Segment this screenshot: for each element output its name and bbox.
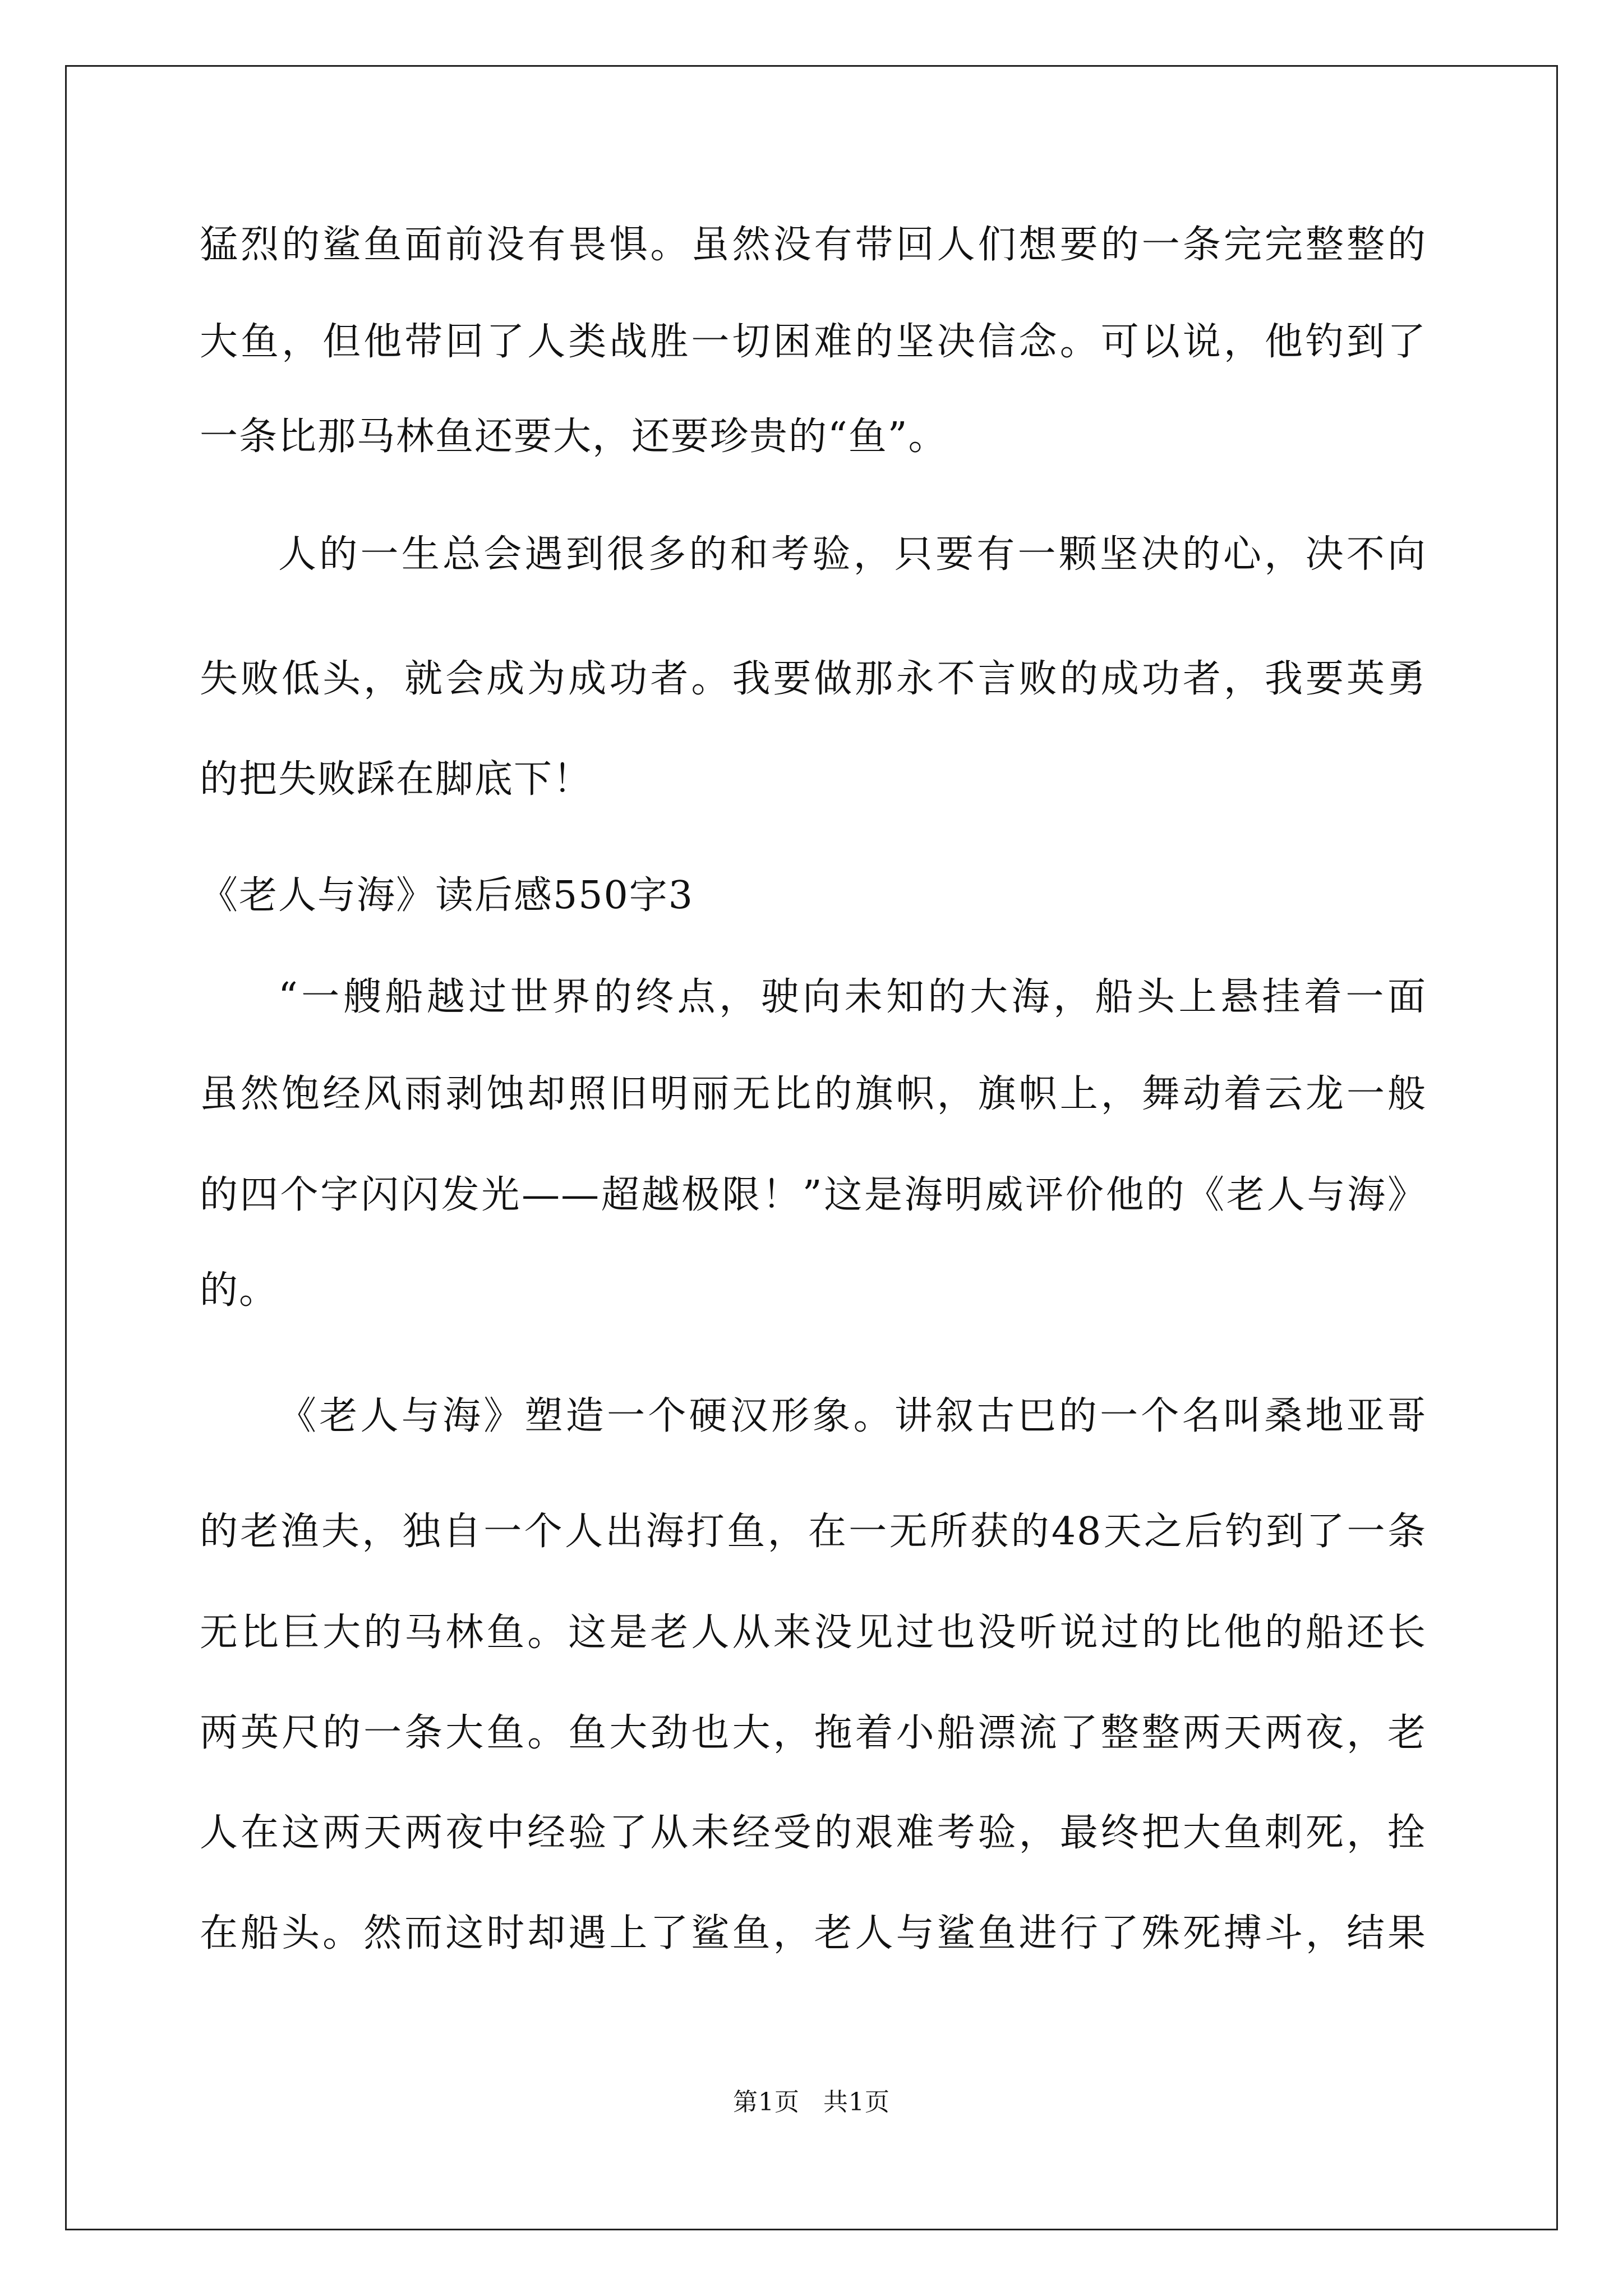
text-line: 的。 — [200, 1268, 279, 1313]
section-heading: 《老人与海》读后感550字3 — [200, 873, 694, 918]
page-border — [65, 65, 1558, 2230]
text-line: 猛烈的鲨鱼面前没有畏惧。虽然没有带回人们想要的一条完完整整的 — [200, 223, 1427, 267]
page-footer — [0, 2087, 1623, 2118]
text-line: “一艘船越过世界的终点，驶向未知的大海，船头上悬挂着一面 — [278, 975, 1427, 1019]
text-line: 人的一生总会遇到很多的和考验，只要有一颗坚决的心，决不向 — [278, 532, 1427, 577]
text-line: 大鱼，但他带回了人类战胜一切困难的坚决信念。可以说，他钓到了 — [200, 320, 1427, 364]
text-line: 一条比那马林鱼还要大，还要珍贵的“鱼”。 — [200, 415, 948, 459]
text-line: 虽然饱经风雨剥蚀却照旧明丽无比的旗帜，旗帜上，舞动着云龙一般 — [200, 1072, 1427, 1116]
page-number: 第1页 — [733, 2088, 800, 2116]
page-total: 共1页 — [823, 2088, 890, 2116]
text-line: 无比巨大的马林鱼。这是老人从来没见过也没听说过的比他的船还长 — [200, 1611, 1427, 1655]
text-line: 失败低头，就会成为成功者。我要做那永不言败的成功者，我要英勇 — [200, 657, 1427, 701]
text-line: 的四个字闪闪发光——超越极限！”这是海明威评价他的《老人与海》 — [200, 1173, 1427, 1217]
text-line: 的把失败踩在脚底下！ — [200, 757, 593, 802]
text-line: 在船头。然而这时却遇上了鲨鱼，老人与鲨鱼进行了殊死搏斗，结果 — [200, 1911, 1427, 1955]
text-line: 的老渔夫，独自一个人出海打鱼，在一无所获的48天之后钓到了一条 — [200, 1510, 1427, 1554]
text-line: 两英尺的一条大鱼。鱼大劲也大，拖着小船漂流了整整两天两夜，老 — [200, 1711, 1427, 1755]
text-line: 《老人与海》塑造一个硬汉形象。讲叙古巴的一个名叫桑地亚哥 — [278, 1394, 1427, 1438]
text-line: 人在这两天两夜中经验了从未经受的艰难考验，最终把大鱼刺死，拴 — [200, 1811, 1427, 1855]
